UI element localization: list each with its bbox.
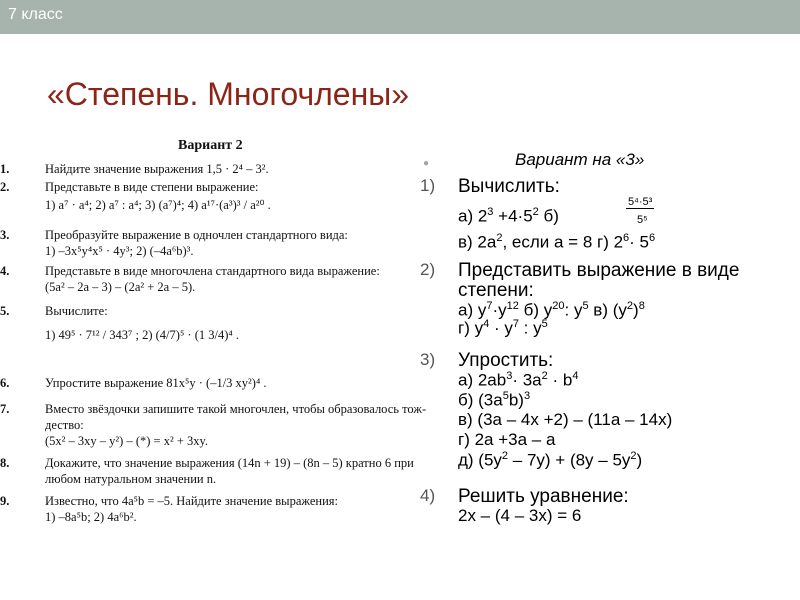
variant-heading: Вариант на «3»: [515, 150, 645, 169]
item-subtext: (5x² – 3xy – y²) – (*) = x² + 3xy.: [45, 434, 209, 448]
task-heading: Вычислить:: [458, 176, 560, 197]
item-number: 3.: [0, 228, 10, 242]
item-text: Докажите, что значение выражения (14n + 19) – (8n – 5) кратно 6 при: [45, 456, 414, 470]
item-text: Известно, что 4a⁵b = –5. Найдите значение выражения:: [45, 494, 338, 508]
task-line: г) 2а +3а – а: [458, 430, 556, 449]
task-number: 2): [420, 260, 436, 279]
item-text: Преобразуйте выражение в одночлен стандартного вида:: [45, 228, 348, 242]
fraction-numerator: 5⁴·5³: [628, 196, 653, 208]
task-line: в) $2a^2$, если а = 8 г) $2^6\cdot 5^6$: [458, 232, 656, 252]
item-subtext: дество:: [45, 418, 84, 432]
task-line: г) $у^4 \cdot у^7$ : $у^5$: [458, 318, 548, 338]
item-number: 2.: [0, 180, 10, 194]
item-number: 5.: [0, 304, 10, 318]
task-heading: Упростить:: [458, 350, 554, 371]
item-number: 1.: [0, 162, 10, 176]
task-line: 2х – (4 – 3х) = 6: [458, 506, 582, 525]
top-bar: [0, 0, 800, 34]
item-text: Упростите выражение 81x⁵y · (–1/3 xy²)⁴ .: [45, 376, 267, 390]
task-line: а) $у^7\cdot у^{12}$ б) $у^{20}$: $у^5$ в) $(у^2)^8$: [458, 300, 645, 320]
item-number: 7.: [0, 402, 10, 416]
bullet-icon: ●: [423, 158, 430, 169]
task-line: б) $(3a^5b)^3$: [458, 390, 531, 410]
item-subtext: (5a² – 2a – 3) – (2a² + 2a – 5).: [45, 280, 196, 294]
item-text: Представьте в виде степени выражение:: [45, 180, 259, 194]
item-text: Вычислите:: [45, 304, 108, 318]
item-number: 4.: [0, 264, 10, 278]
task-number: 4): [420, 486, 436, 505]
task-heading-cont: степени:: [458, 280, 534, 301]
task-line: а) $2^3 +4\cdot 5^2$ б): [458, 206, 559, 226]
slide-title: «Степень. Многочлены»: [47, 76, 410, 112]
item-subtext: 1) –8a⁵b; 2) 4a⁶b².: [45, 510, 137, 524]
task-heading: Представить выражение в виде: [458, 260, 740, 281]
task-number: 3): [420, 350, 436, 369]
task-heading: Решить уравнение:: [458, 486, 629, 507]
item-subtext: 1) a⁷ · a⁴; 2) a⁷ : a⁴; 3) (a⁷)⁴; 4) a¹⁷·(a³)³ / a²⁰ .: [45, 198, 271, 212]
task-line: в) (3а – 4х +2) – (11а – 14х): [458, 410, 673, 429]
item-number: 9.: [0, 494, 10, 508]
item-number: 8.: [0, 456, 10, 470]
item-number: 6.: [0, 376, 10, 390]
item-subtext: 1) 49⁵ · 7¹² / 343⁷ ; 2) (4/7)⁵ · (1 3/4)⁴ .: [45, 328, 239, 342]
grade-label: 7 класс: [8, 6, 63, 23]
task-number: 1): [420, 176, 436, 195]
fraction-denominator: 5⁵: [637, 214, 648, 226]
item-text: Представьте в виде многочлена стандартного вида выражение:: [45, 264, 380, 278]
task-line: а) $2ab^3\cdot 3a^2 \cdot b^4$: [458, 370, 579, 390]
item-subtext: 1) –3x⁵y⁴x⁵ · 4y³; 2) (–4a⁶b)³.: [45, 244, 194, 258]
worksheet-title: Вариант 2: [178, 138, 243, 153]
item-subtext: любом натуральном значении n.: [45, 472, 217, 486]
task-line: д) $(5у^2 - 7у) + (8у - 5у^2)$: [458, 450, 643, 470]
worksheet-scan: [0, 132, 427, 532]
item-text: Вместо звёздочки запишите такой многочлен, чтобы образовалось тож-: [45, 402, 427, 416]
item-text: Найдите значение выражения 1,5 · 2⁴ – 3².: [45, 162, 269, 176]
